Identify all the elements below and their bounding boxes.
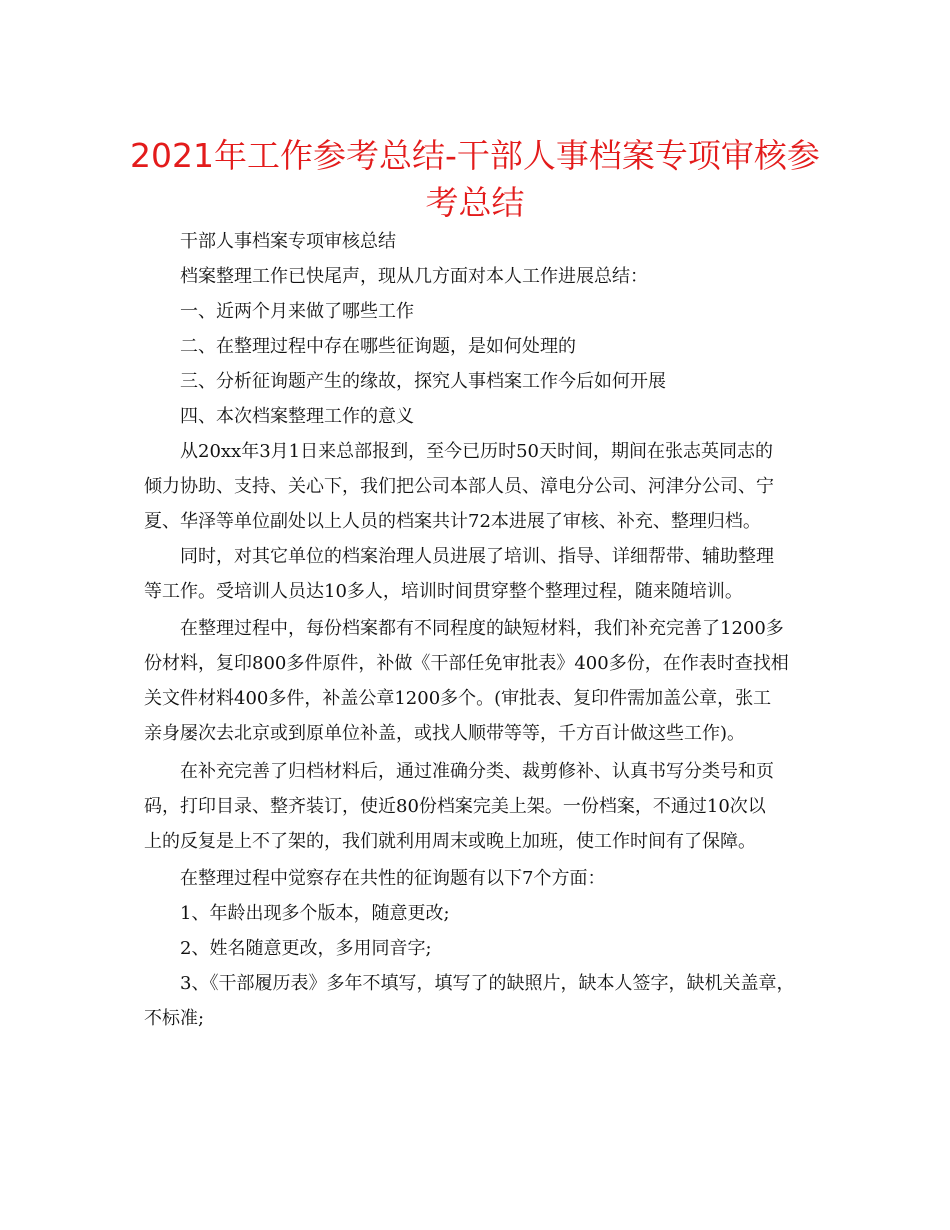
text-line: 夏、华泽等单位副处以上人员的档案共计72本进展了审核、补充、整理归档。 xyxy=(144,511,761,532)
text-line: 在整理过程中，每份档案都有不同程度的缺短材料，我们补充完善了1200多 xyxy=(180,618,784,639)
text-line: 码，打印目录、整齐装订，使近80份档案完美上架。一份档案，不通过10次以 xyxy=(144,796,766,817)
text-line: 亲身屡次去北京或到原单位补盖，或找人顺带等等，千方百计做这些工作)。 xyxy=(144,723,746,744)
text-line: 上的反复是上不了架的，我们就利用周末或晚上加班，使工作时间有了保障。 xyxy=(144,831,756,852)
title-line-2: 考总结 xyxy=(425,183,525,222)
text-line: 不标准; xyxy=(144,1008,205,1029)
text-line: 2、姓名随意更改，多用同音字; xyxy=(180,938,432,959)
text-line: 三、分析征询题产生的缘故，探究人事档案工作今后如何开展 xyxy=(180,371,666,392)
text-line: 一、近两个月来做了哪些工作 xyxy=(180,301,414,322)
text-line: 同时，对其它单位的档案治理人员进展了培训、指导、详细帮带、辅助整理 xyxy=(180,546,774,567)
text-line: 倾力协助、支持、关心下，我们把公司本部人员、漳电分公司、河津分公司、宁 xyxy=(144,476,774,497)
text-line: 3、《干部履历表》多年不填写，填写了的缺照片，缺本人签字，缺机关盖章， xyxy=(180,973,795,994)
text-line: 在补充完善了归档材料后，通过准确分类、裁剪修补、认真书写分类号和页 xyxy=(180,761,774,782)
text-line: 等工作。受培训人员达10多人，培训时间贯穿整个整理过程，随来随培训。 xyxy=(144,581,743,602)
text-line: 从20xx年3月1日来总部报到，至今已历时50天时间，期间在张志英同志的 xyxy=(180,441,774,462)
text-line: 四、本次档案整理工作的意义 xyxy=(180,406,414,427)
text-line: 在整理过程中觉察存在共性的征询题有以下7个方面： xyxy=(180,868,606,889)
text-line: 份材料，复印800多件原件，补做《干部任免审批表》400多份，在作表时查找相 xyxy=(144,653,789,674)
text-line: 二、在整理过程中存在哪些征询题，是如何处理的 xyxy=(180,336,576,357)
text-line: 干部人事档案专项审核总结 xyxy=(180,231,396,252)
document-title xyxy=(110,132,840,226)
text-line: 关文件材料400多件，补盖公章1200多个。(审批表、复印件需加盖公章，张工 xyxy=(144,688,772,709)
title-line-1: 2021年工作参考总结-干部人事档案专项审核参 xyxy=(130,136,820,175)
text-line: 档案整理工作已快尾声，现从几方面对本人工作进展总结： xyxy=(180,266,648,287)
text-line: 1、年龄出现多个版本，随意更改; xyxy=(180,903,450,924)
